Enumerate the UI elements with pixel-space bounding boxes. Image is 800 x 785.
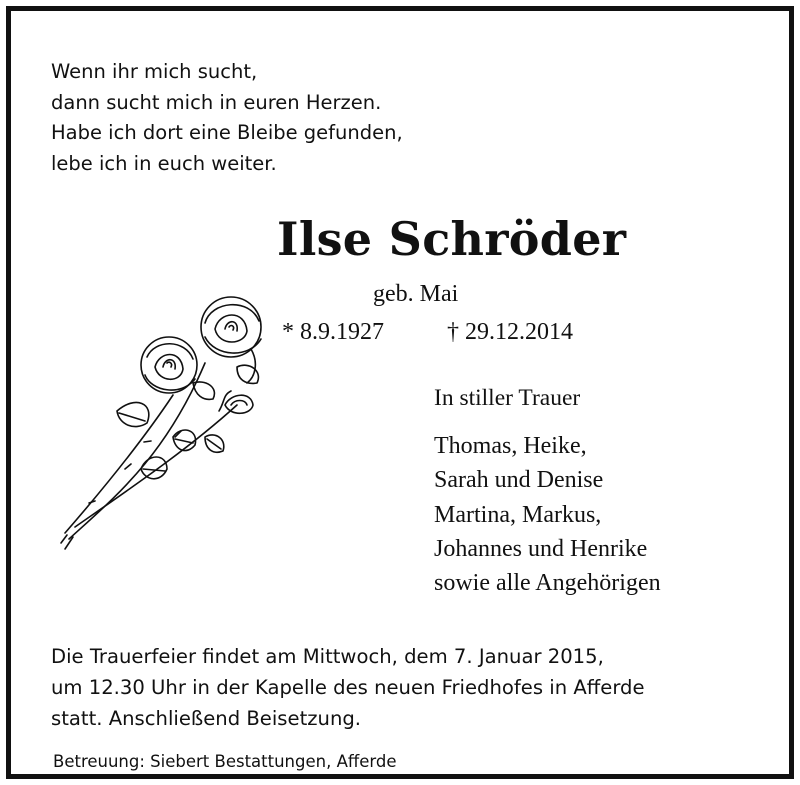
poem-line: Habe ich dort eine Bleibe gefunden, <box>51 121 403 144</box>
mourning-intro: In stiller Trauer <box>434 385 581 411</box>
roses-icon <box>55 287 285 557</box>
birth-date: * 8.9.1927 <box>282 319 384 345</box>
poem <box>51 57 403 179</box>
poem-line: lebe ich in euch weiter. <box>51 151 277 175</box>
undertaker-credit: Betreuung: Siebert Bestattungen, Afferde <box>53 752 397 771</box>
death-date: † 29.12.2014 <box>447 319 573 345</box>
poem-line: dann sucht mich in euren Herzen. <box>51 90 382 114</box>
poem-line: Wenn ihr mich sucht, <box>51 60 258 83</box>
mourner-line: Sarah und Denise <box>434 467 604 494</box>
ceremony-info <box>51 641 645 734</box>
maiden-name: geb. Mai <box>373 281 459 307</box>
deceased-name: Ilse Schröder <box>277 212 627 266</box>
ceremony-line: statt. Anschließend Beisetzung. <box>51 707 362 730</box>
mourner-line: Thomas, Heike, <box>434 433 587 459</box>
mourner-line: Johannes und Henrike <box>434 535 648 562</box>
ceremony-line: um 12.30 Uhr in der Kapelle des neuen Friedhofes in Afferde <box>51 676 645 699</box>
mourner-line: Martina, Markus, <box>434 501 602 528</box>
mourner-line: sowie alle Angehörigen <box>434 570 661 597</box>
obituary-notice <box>6 6 794 779</box>
mourners-list <box>434 429 661 600</box>
ceremony-line: Die Trauerfeier findet am Mittwoch, dem 7. Januar 2015, <box>51 645 604 668</box>
